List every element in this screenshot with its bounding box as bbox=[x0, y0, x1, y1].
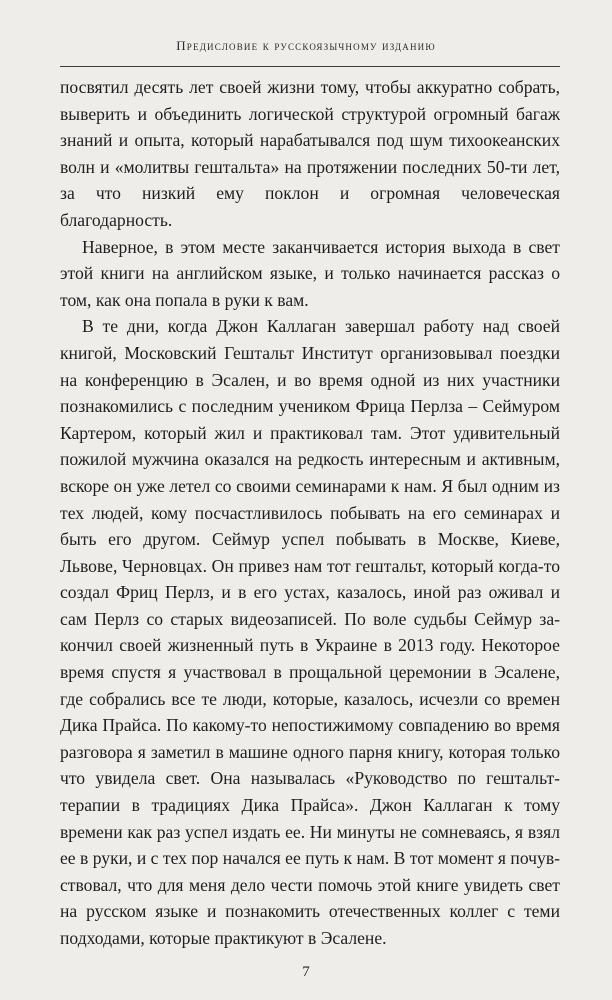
page-number: 7 bbox=[302, 964, 310, 980]
paragraph: В те дни, когда Джон Каллаган завершал работу над своей книгой, Московский Гештальт Институт организовывал поездки на конференцию в Эсален, и во время одной из них участники познакомились с последним учеником Фрица Перлза – Сеймуром Картером, который жил и практиковал там. Этот удивительный пожилой мужчина оказался на редкость интересным и активным, вскоре он уже летел со своими семинарами к нам. Я был одним из тех людей, кому посчастливилось побывать на его семинарах и быть его другом. Сеймур успел побывать в Москве, Киеве, Львове, Черновцах. Он привез нам тот гештальт, который когда-то создал Фриц Перлз, и в его устах, казалось, иной раз оживал и сам Перлз со старых видеозаписей. По воле судьбы Сеймур закончил своей жизненный путь в Украине в 2013 году. Некоторое время спустя я участвовал в прощальной церемонии в Эсалене, где собрались все те люди, которые, казалось, исчезли со времен Дика Прайса. По какому-то непостижимому совпадению во время разговора я заметил в машине одного парня книгу, которая только что увидела свет. Она называлась «Руководство по гештальт-терапии в традициях Дика Прайса». Джон Каллаган к тому времени как раз успел издать ее. Ни минуты не сомневаясь, я взял ее в руки, и с тех пор начался ее путь к нам. В тот момент я почувствовал, что для меня дело чести помочь этой книге увидеть свет на русском языке и познакомить отечественных коллег с теми подходами, которые практикуют в Эсалене. bbox=[60, 316, 560, 948]
body-text bbox=[60, 74, 560, 952]
paragraph: Наверное, в этом месте заканчивается история выхода в свет этой книги на английском языке, и только начинается рассказ о том, как она попала в руки к вам. bbox=[60, 236, 560, 310]
paragraph-continued: посвятил десять лет своей жизни тому, чтобы аккуратно собрать, выверить и объединить логической структурой огромный багаж знаний и опыта, который нарабатывался под шум тихоокеанских волн и «молитвы гештальта» на протяжении последних 50-ти лет, за что низкий ему поклон и огромная человеческая благодарность. bbox=[60, 77, 560, 230]
header-rule bbox=[60, 66, 560, 67]
running-head: Предисловие к русскоязычному изданию bbox=[176, 38, 436, 53]
